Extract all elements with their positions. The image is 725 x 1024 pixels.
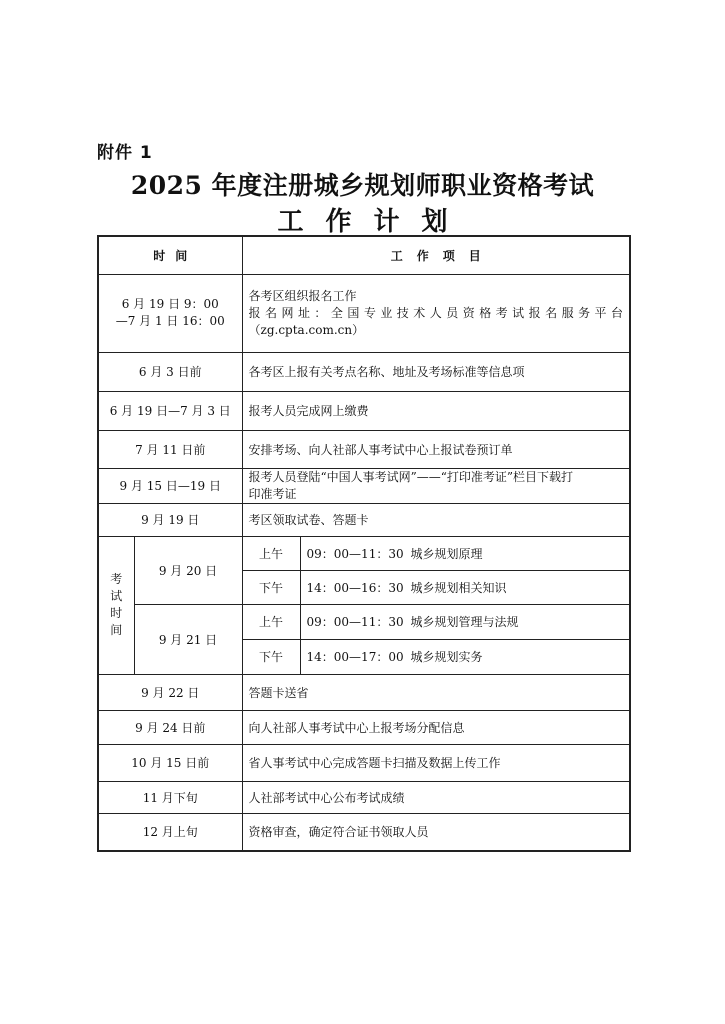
session-period: 上午	[242, 536, 300, 570]
header-time: 时间	[98, 236, 242, 274]
exam-time-label	[98, 536, 134, 674]
row-item	[242, 468, 630, 503]
table-row	[98, 674, 630, 710]
session-period: 下午	[242, 639, 300, 674]
row-time: 9 月 19 日	[98, 503, 242, 536]
document-subtitle: 工作计划	[277, 207, 470, 237]
exam-label-char: 试	[110, 589, 123, 603]
attachment-label: 附件 1	[97, 143, 153, 163]
row-time: 10 月 15 日前	[98, 744, 242, 781]
row-time: 6 月 3 日前	[98, 352, 242, 391]
exam-session-row	[98, 536, 630, 570]
table-row	[98, 744, 630, 781]
session-time: 14：00—17：00	[306, 650, 404, 664]
session-detail	[300, 639, 630, 674]
table-row	[98, 710, 630, 744]
work-plan-table	[97, 235, 631, 852]
session-detail	[300, 536, 630, 570]
table-row	[98, 274, 630, 352]
row-item: 各考区上报有关考点名称、地址及考场标准等信息项	[242, 352, 630, 391]
row-item: 报考人员完成网上缴费	[242, 391, 630, 430]
item-line: （zg.cpta.com.cn）	[248, 322, 365, 337]
exam-label-char: 时	[110, 606, 123, 620]
exam-date: 9 月 21 日	[134, 604, 242, 674]
session-time: 09：00—11：30	[306, 546, 404, 561]
session-detail	[300, 570, 630, 604]
row-time: 9 月 15 日—19 日	[98, 468, 242, 503]
row-time: 6 月 19 日—7 月 3 日	[98, 391, 242, 430]
document-title: 2025 年度注册城乡规划师职业资格考试	[130, 171, 595, 200]
item-line: 报名网址：全国专业技术人员资格考试报名服务平台	[248, 305, 624, 320]
session-period: 上午	[242, 604, 300, 639]
row-item: 答题卡送省	[242, 674, 630, 710]
row-time: 7 月 11 日前	[98, 430, 242, 468]
item-line: 各考区组织报名工作	[248, 288, 357, 303]
session-time: 09：00—11：30	[306, 615, 404, 629]
row-item: 人社部考试中心公布考试成绩	[242, 781, 630, 813]
item-line: 报考人员登陆“中国人事考试网”——“打印准考证”栏目下载打	[248, 469, 574, 484]
table-header-row	[98, 236, 630, 274]
row-item: 资格审查，确定符合证书领取人员	[242, 813, 630, 851]
session-subject: 城乡规划原理	[410, 546, 483, 561]
time-line: —7 月 1 日 16：00	[115, 314, 225, 328]
table-row	[98, 468, 630, 503]
row-item	[242, 274, 630, 352]
session-period: 下午	[242, 570, 300, 604]
row-item: 考区领取试卷、答题卡	[242, 503, 630, 536]
table-row	[98, 781, 630, 813]
exam-label-char: 考	[110, 572, 123, 586]
row-item: 向人社部人事考试中心上报考场分配信息	[242, 710, 630, 744]
table-row	[98, 813, 630, 851]
row-time: 11 月下旬	[98, 781, 242, 813]
exam-date: 9 月 20 日	[134, 536, 242, 604]
table-row	[98, 503, 630, 536]
table-row	[98, 430, 630, 468]
table-row	[98, 391, 630, 430]
row-time: 9 月 22 日	[98, 674, 242, 710]
session-detail	[300, 604, 630, 639]
row-time: 9 月 24 日前	[98, 710, 242, 744]
exam-label-char: 间	[110, 623, 123, 637]
row-item: 安排考场、向人社部人事考试中心上报试卷预订单	[242, 430, 630, 468]
session-subject: 城乡规划实务	[410, 650, 483, 664]
session-subject: 城乡规划相关知识	[410, 580, 507, 595]
row-time	[98, 274, 242, 352]
exam-session-row	[98, 604, 630, 639]
row-time: 12 月上旬	[98, 813, 242, 851]
header-item: 工作项目	[242, 236, 630, 274]
row-item: 省人事考试中心完成答题卡扫描及数据上传工作	[242, 744, 630, 781]
table-row	[98, 352, 630, 391]
session-time: 14：00—16：30	[306, 580, 404, 595]
time-line: 6 月 19 日 9：00	[121, 297, 219, 311]
item-line: 印准考证	[248, 486, 297, 501]
session-subject: 城乡规划管理与法规	[410, 615, 519, 629]
